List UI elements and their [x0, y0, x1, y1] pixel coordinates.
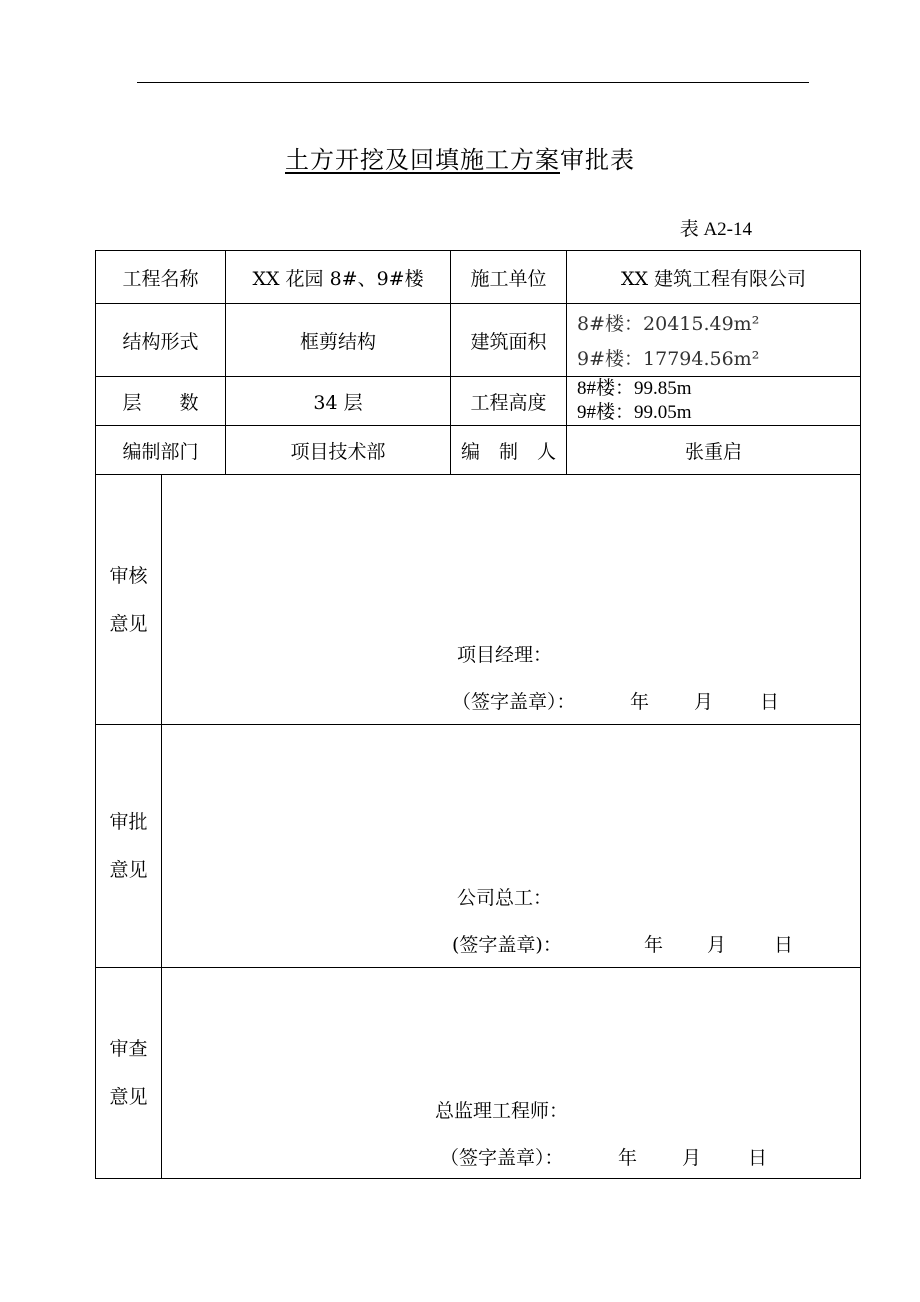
area-label: 建筑面积	[451, 304, 567, 377]
area-value	[567, 304, 861, 377]
review-month: 月	[694, 691, 714, 713]
row-inspect	[96, 968, 861, 1179]
approve-stamp: (签字盖章)：	[452, 934, 562, 956]
row-review	[96, 475, 861, 725]
approve-signer: 公司总工：	[457, 887, 553, 909]
approve-year: 年	[644, 934, 664, 956]
title-rest: 审批表	[560, 146, 635, 174]
inspect-day: 日	[748, 1147, 768, 1169]
inspect-label	[96, 968, 162, 1179]
area-9: 9#楼：17794.56m²	[577, 348, 760, 370]
project-name-label: 工程名称	[96, 251, 226, 304]
approve-opinion-area[interactable]	[162, 725, 861, 968]
review-label-2: 意见	[109, 612, 148, 635]
review-label	[96, 475, 162, 725]
inspect-label-2: 意见	[109, 1086, 148, 1108]
area-8: 8#楼：20415.49m²	[577, 313, 760, 336]
title-underlined: 土方开挖及回填施工方案	[285, 146, 560, 174]
inspect-year: 年	[618, 1147, 638, 1169]
review-day: 日	[760, 691, 780, 713]
contractor-value: XX 建筑工程有限公司	[567, 251, 861, 304]
row-floors	[96, 377, 861, 426]
author-value: 张重启	[567, 426, 861, 475]
review-label-1: 审核	[109, 564, 148, 587]
author-label: 编 制 人	[451, 426, 567, 475]
structure-value: 框剪结构	[226, 304, 451, 377]
height-9: 9#楼：99.05m	[577, 402, 692, 423]
review-year: 年	[630, 691, 650, 713]
project-name-value: XX 花园 8#、9#楼	[226, 251, 451, 304]
inspect-stamp: （签字盖章）：	[440, 1147, 564, 1169]
row-project	[96, 251, 861, 304]
height-label: 工程高度	[451, 377, 567, 426]
approve-label-1: 审批	[109, 811, 148, 833]
inspect-signer: 总监理工程师：	[435, 1100, 569, 1122]
row-dept	[96, 426, 861, 475]
inspect-label-1: 审查	[109, 1038, 148, 1060]
review-stamp: （签字盖章）：	[452, 691, 576, 713]
dept-value: 项目技术部	[226, 426, 451, 475]
inspect-month: 月	[682, 1147, 702, 1169]
review-opinion-area[interactable]	[162, 475, 861, 725]
review-signer: 项目经理：	[457, 644, 553, 666]
floors-label: 层 数	[96, 377, 226, 426]
header-rule	[137, 82, 809, 83]
form-number: 表 A2-14	[679, 219, 752, 240]
contractor-label: 施工单位	[451, 251, 567, 304]
height-8: 8#楼：99.85m	[577, 378, 692, 400]
structure-label: 结构形式	[96, 304, 226, 377]
inspect-opinion-area[interactable]	[162, 968, 861, 1179]
row-approve	[96, 725, 861, 968]
approve-label	[96, 725, 162, 968]
approve-month: 月	[707, 934, 727, 956]
height-value	[567, 377, 861, 426]
page-title	[0, 140, 920, 175]
floors-value: 34 层	[226, 377, 451, 426]
approve-day: 日	[774, 934, 794, 956]
row-structure	[96, 304, 861, 377]
dept-label: 编制部门	[96, 426, 226, 475]
approval-table	[95, 250, 861, 1179]
approve-label-2: 意见	[109, 859, 148, 881]
